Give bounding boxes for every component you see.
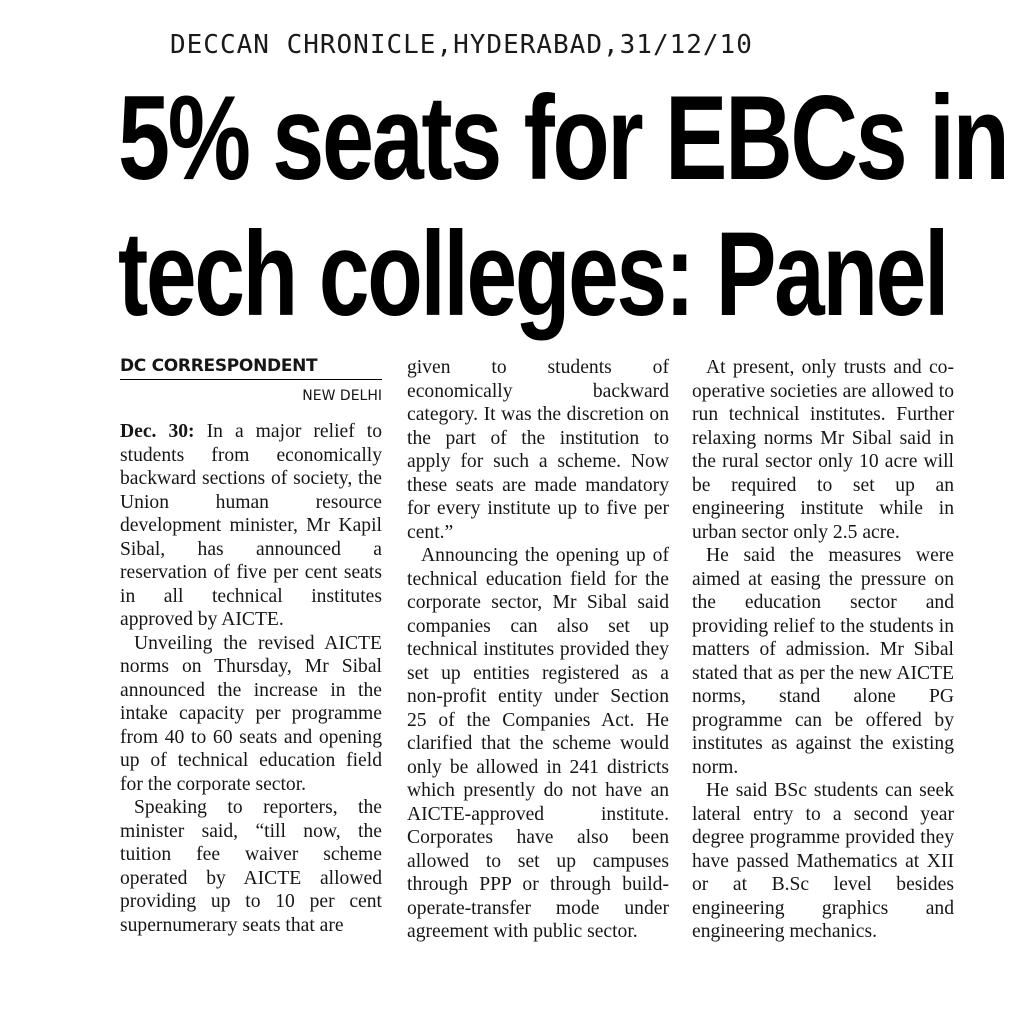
paragraph-text: In a major relief to students from economically backward sections of society, the Union human resource development minister, Mr Kapil Sibal, has announced a reservation of five per cent seats in all technical institutes approved by AICTE. — [120, 421, 383, 630]
byline: DC CORRESPONDENT — [120, 355, 382, 380]
article-column-2 — [407, 356, 669, 944]
article-paragraph: He said the measures were aimed at easing the pressure on the education sector and providing relief to the students in matters of admission. Mr Sibal stated that as per the new AICTE norms, stand alone PG programme can be offered by institutes as against the existing norm. — [692, 545, 954, 778]
article-paragraph: Announcing the opening up of technical education field for the corporate sector, Mr Sibal said companies can also set up technical institutes provided they set up entities registered as a non-profit entity under Section 25 of the Companies Act. He clarified that the scheme would only be allowed in 241 districts which presently do not have an AICTE-approved institute. Corporates have also been allowed to set up campuses through PPP or through build-operate-transfer mode under agreement with public sector. — [407, 545, 669, 942]
article-paragraph: Unveiling the revised AICTE norms on Thursday, Mr Sibal announced the increase in the intake capacity per programme from 40 to 60 seats and opening up of technical education field for the corporate sector. — [120, 632, 382, 795]
article-paragraph — [120, 420, 382, 632]
article-paragraph: At present, only trusts and co-operative societies are allowed to run technical institutes. Further relaxing norms Mr Sibal said in the rural sector only 10 acre will be required to set up an engineering institute while in urban sector only 2.5 acre. — [692, 357, 954, 543]
article-paragraph-continued: given to students of economically backward category. It was the discretion on the part of the institution to apply for such a scheme. Now these seats are made mandatory for every institute up to five per cent.” — [407, 357, 669, 543]
headline-line-2: tech colleges: Panel — [118, 207, 948, 341]
article-paragraph: Speaking to reporters, the minister said, “till now, the tuition fee waiver scheme operated by AICTE allowed providing up to 10 per cent supernumerary seats that are — [120, 797, 382, 936]
source-line: DECCAN CHRONICLE,HYDERABAD,31/12/10 — [170, 30, 753, 60]
article-column-1 — [120, 355, 382, 937]
lead-date: Dec. 30: — [120, 421, 195, 442]
article-column-3 — [692, 356, 954, 944]
article-paragraph: He said BSc students can seek lateral entry to a second year degree programme provided they have passed Mathematics at XII or at B.Sc level besides engineering graphics and engineering mechanics. — [692, 780, 954, 942]
dateline: NEW DELHI — [302, 388, 382, 404]
headline-line-1: 5% seats for EBCs in — [118, 71, 1008, 205]
